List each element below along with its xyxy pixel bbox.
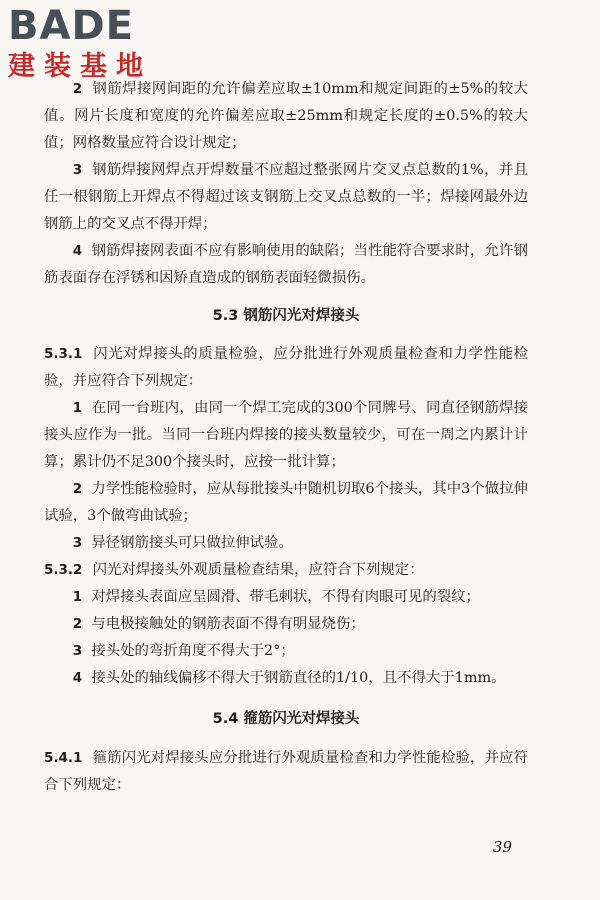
- clause-5-3-1: 5.3.1 闪光对焊接头的质量检验，应分批进行外观质量检查和力学性能检验，并应符合下列规定：: [44, 346, 528, 389]
- item-2: 2 钢筋焊接网间距的允许偏差应取±10mm和规定间距的±5%的较大值。网片长度和宽度的允许偏差应取±25mm和规定长度的±0.5%的较大值；网格数量应符合设计规定；: [44, 81, 528, 151]
- clause-5-3-2-item-2: 2 与电极接触处的钢筋表面不得有明显烧伤；: [72, 616, 365, 632]
- clause-5-3-2-item-4: 4 接头处的轴线偏移不得大于钢筋直径的1/10，且不得大于1mm。: [72, 670, 506, 686]
- page-number: 39: [492, 838, 512, 856]
- item-4: 4 钢筋焊接网表面不应有影响使用的缺陷；当性能符合要求时，允许钢筋表面存在浮锈和因矫直造成的钢筋表面轻微损伤。: [44, 243, 528, 286]
- section-heading-5-3: 5.3 钢筋闪光对焊接头: [212, 308, 360, 324]
- section-heading-5-4: 5.4 箍筋闪光对焊接头: [212, 711, 360, 727]
- clause-5-3-1-item-2: 2 力学性能检验时，应从每批接头中随机切取6个接头，其中3个做拉伸试验，3个做弯曲试验；: [44, 481, 528, 524]
- clause-5-3-2: 5.3.2 闪光对焊接头外观质量检查结果，应符合下列规定：: [44, 562, 424, 578]
- clause-5-3-2-item-1: 1 对焊接头表面应呈圆滑、带毛刺状，不得有肉眼可见的裂纹；: [72, 589, 480, 605]
- clause-5-3-2-item-3: 3 接头处的弯折角度不得大于2°；: [72, 643, 295, 659]
- item-3: 3 钢筋焊接网焊点开焊数量不应超过整张网片交叉点总数的1%，并且任一根钢筋上开焊点不得超过该支钢筋上交叉点总数的一半；焊接网最外边钢筋上的交叉点不得开焊；: [44, 162, 528, 232]
- clause-5-3-1-item-3: 3 异径钢筋接头可只做拉伸试验。: [72, 535, 293, 551]
- clause-5-4-1: 5.4.1 箍筋闪光对焊接头应分批进行外观质量检查和力学性能检验，并应符合下列规定：: [44, 750, 528, 793]
- logo-subtitle: 建装基地: [8, 51, 152, 82]
- page-content: [44, 76, 528, 799]
- clause-5-3-1-item-1: 1 在同一台班内，由同一个焊工完成的300个同牌号、同直径钢筋焊接接头应作为一批。当同一台班内焊接的接头数量较少，可在一周之内累计计算；累计仍不足300个接头时，应按一批计算；: [44, 400, 528, 470]
- logo-brand-text: BADE: [8, 3, 134, 49]
